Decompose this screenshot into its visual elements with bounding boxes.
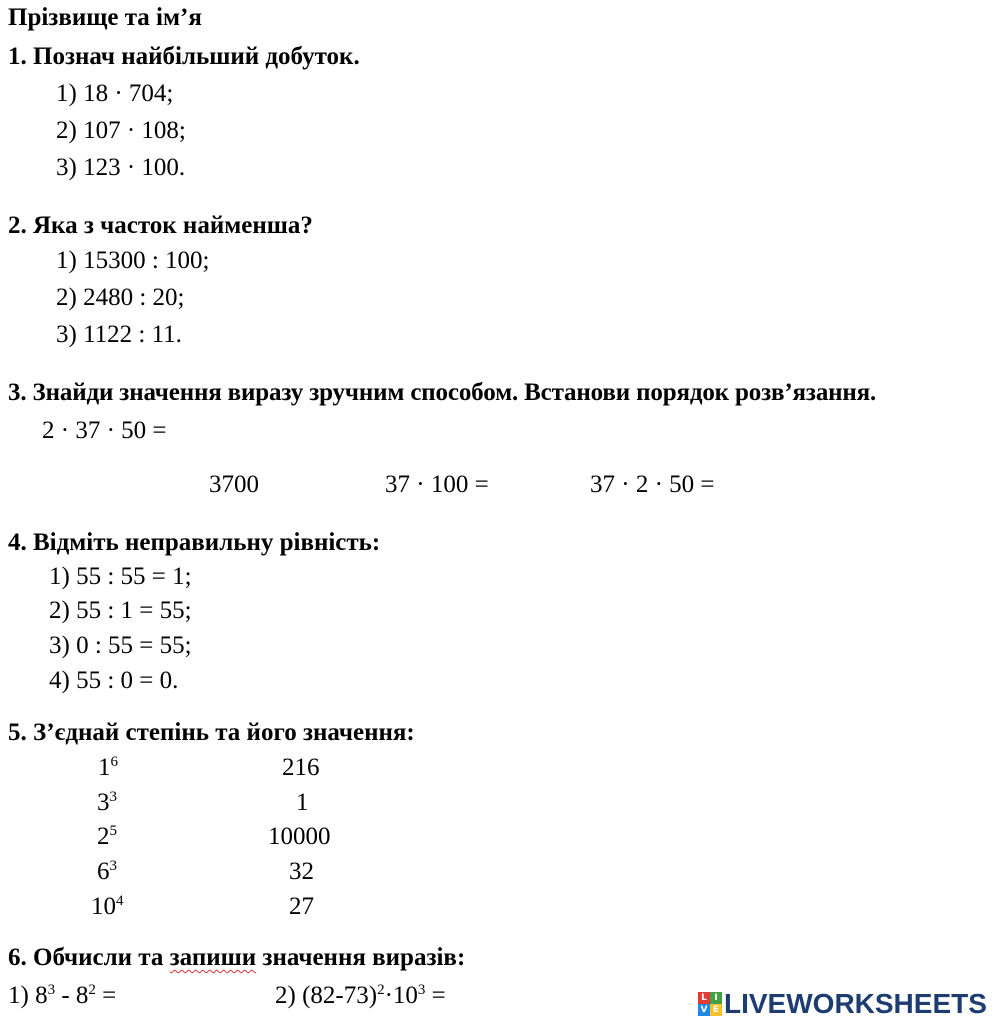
q1-title: 1. Познач найбільший добуток.: [8, 43, 360, 70]
name-label: Прізвище та ім’я: [8, 4, 202, 31]
q2-option-2[interactable]: 2) 2480 : 20;: [56, 284, 185, 311]
q2-option-1[interactable]: 1) 15300 : 100;: [56, 247, 210, 274]
q5-power-5[interactable]: $10^4$: [91, 893, 124, 920]
q1-option-2[interactable]: 2) 107 · 108;: [56, 117, 186, 144]
spellcheck-underlined-word: запиши: [169, 944, 257, 971]
q3-step-2[interactable]: 37 · 100 =: [385, 471, 489, 498]
q3-expression: 2 · 37 · 50 =: [42, 417, 167, 444]
q4-option-1[interactable]: 1) 55 : 55 = 1;: [49, 563, 192, 590]
q5-power-2[interactable]: $3^3$: [97, 789, 117, 816]
q5-power-3[interactable]: $2^5$: [97, 823, 117, 850]
logo-tile-i: I: [710, 992, 722, 1004]
q5-value-2[interactable]: 1: [296, 789, 309, 816]
q1-option-1[interactable]: 1) 18 · 704;: [56, 80, 174, 107]
logo-tile-e: E: [710, 1004, 722, 1016]
q6-title: 6. Обчисли та запиши значення виразів:: [8, 944, 466, 971]
liveworksheets-logo: [698, 986, 987, 1022]
q4-title: 4. Відміть неправильну рівність:: [8, 529, 381, 556]
logo-tile-l: L: [698, 992, 710, 1004]
liveworksheets-icon: [698, 992, 722, 1016]
q5-value-3[interactable]: 10000: [268, 823, 331, 850]
q5-power-1[interactable]: $1^6$: [98, 754, 118, 781]
logo-tile-v: V: [698, 1004, 710, 1016]
q3-step-1[interactable]: 3700: [209, 471, 259, 498]
q5-title: 5. З’єднай степінь та його значення:: [8, 719, 415, 746]
q1-option-3[interactable]: 3) 123 · 100.: [56, 154, 186, 181]
q5-value-5[interactable]: 27: [289, 893, 314, 920]
q2-title: 2. Яка з часток найменша?: [8, 212, 313, 239]
q3-step-3[interactable]: 37 · 2 · 50 =: [590, 471, 715, 498]
q2-option-3[interactable]: 3) 1122 : 11.: [56, 321, 182, 348]
q6-expression-1: 1) $8^3 - 8^2$ =: [8, 982, 117, 1009]
q4-option-4[interactable]: 4) 55 : 0 = 0.: [49, 667, 179, 694]
q5-value-1[interactable]: 216: [282, 754, 320, 781]
q5-power-4[interactable]: $6^3$: [97, 858, 117, 885]
q3-title: 3. Знайди значення виразу зручним способом. Встанови порядок розв’язання.: [8, 379, 877, 406]
q4-option-2[interactable]: 2) 55 : 1 = 55;: [49, 597, 192, 624]
q5-value-4[interactable]: 32: [289, 858, 314, 885]
logo-text: LIVEWORKSHEETS: [724, 988, 987, 1019]
q6-expression-2: 2) $(82-73)^2\cdot 10^3$ =: [275, 982, 446, 1009]
q4-option-3[interactable]: 3) 0 : 55 = 55;: [49, 632, 192, 659]
